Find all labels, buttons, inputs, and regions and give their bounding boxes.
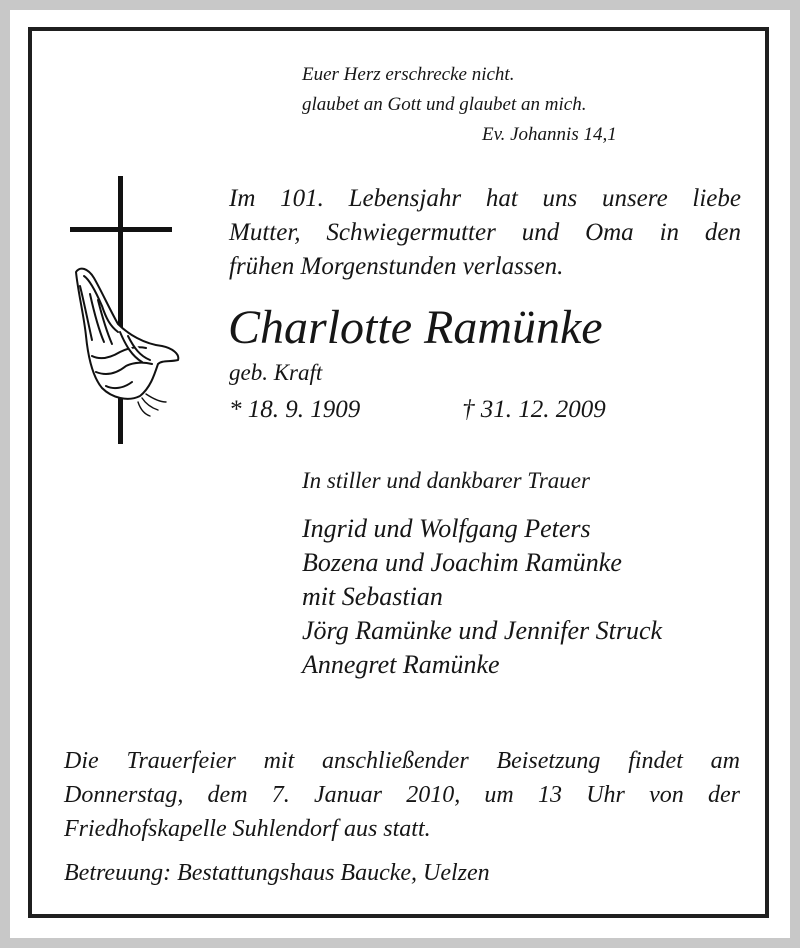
funeral-info [64,744,740,846]
announcement-line-2: Mutter, Schwiegermutter und Oma in den [229,219,741,246]
announcement-line-1: Im 101. Lebensjahr hat uns unsere liebe [229,185,741,212]
mourner-name: Bozena und Joachim Ramünke [302,548,622,577]
mourner-name: Jörg Ramünke und Jennifer Struck [302,616,663,645]
announcement-line-3: frühen Morgenstunden verlassen. [229,253,564,280]
funeral-line-2: Donnerstag, dem 7. Januar 2010, um 13 Uhr von der [64,782,740,808]
funeral-home: Betreuung: Bestattungshaus Baucke, Uelzen [64,860,490,886]
verse-reference: Ev. Johannis 14,1 [482,124,617,145]
birth-date: * 18. 9. 1909 [229,396,361,423]
deceased-name: Charlotte Ramünke [228,301,603,354]
birth-name: geb. Kraft [229,360,323,385]
death-date: † 31. 12. 2009 [462,396,606,423]
mourners-heading: In stiller und dankbarer Trauer [302,468,590,493]
funeral-line-3: Friedhofskapelle Suhlendorf aus statt. [64,816,431,842]
mourner-name: Ingrid und Wolfgang Peters [302,514,591,543]
verse-line-1: Euer Herz erschrecke nicht. [302,64,515,85]
mourner-name: mit Sebastian [302,582,443,611]
verse-line-2: glaubet an Gott und glaubet an mich. [302,94,587,115]
cross-with-praying-hands-icon [66,176,184,448]
announcement-text [229,182,741,284]
funeral-line-1: Die Trauerfeier mit anschließender Beisetzung findet am [64,748,740,774]
mourner-name: Annegret Ramünke [302,650,500,679]
